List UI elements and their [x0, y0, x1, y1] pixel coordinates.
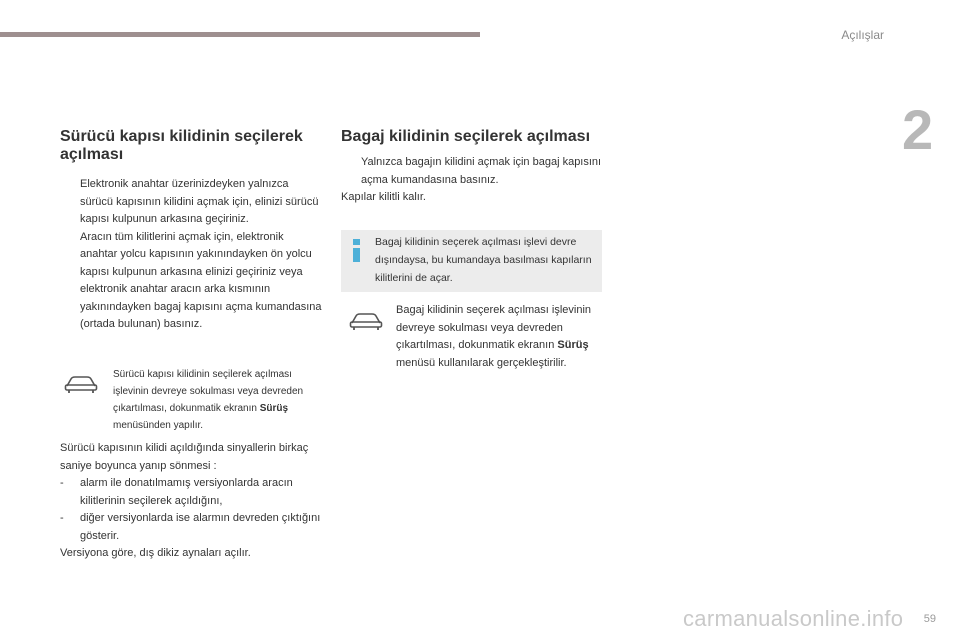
right-note	[396, 302, 602, 372]
right-note-text-end: menüsü kullanılarak gerçekleştirilir.	[396, 356, 567, 369]
info-icon	[353, 239, 361, 262]
left-note-text: Sürücü kapısı kilidinin seçilerek açılması işlevinin devreye sokulması veya devreden çıkartılması, dokunmatik ekranın	[113, 369, 304, 414]
left-title: Sürücü kapısı kilidinin seçilerek açılması	[60, 128, 303, 163]
left-bullet-1	[60, 176, 322, 229]
doors-locked-text: Kapılar kilitli kalır.	[341, 191, 426, 203]
left-note	[113, 366, 321, 434]
left-bullet-2	[60, 229, 322, 334]
dash-item-1	[60, 475, 322, 510]
right-column	[341, 128, 603, 207]
left-bullet-1-text: Elektronik anahtar üzerinizdeyken yalnızca sürücü kapısının kilidini açmak için, elinizi sürücü kapısı kulpunun arkasına geçiriniz.	[80, 178, 319, 225]
left-bullet-2-text: Aracın tüm kilitlerini açmak için, elektronik anahtar yolcu kapısının yakınındayken ön yolcu kapısı kulpunun arkasına elinizi geçiriniz veya elektronik anahtar aracın arka kısmının yakınındayken bagaj kapısını açma kumandasına (ortada bulunan) basınız.	[80, 230, 322, 330]
right-note-text: Bagaj kilidinin seçerek açılması işlevinin devreye sokulması veya devreden çıkartılması, dokunmatik ekranın	[396, 304, 592, 351]
signal-intro: Sürücü kapısının kilidi açıldığında sinyallerin birkaç saniye boyunca yanıp sönmesi :	[60, 442, 309, 472]
header-rule	[0, 32, 480, 37]
left-note-text-end: menüsünden yapılır.	[113, 420, 204, 431]
right-bullet-text: Yalnızca bagajın kilidini açmak için bagaj kapısını açma kumandasına basınız.	[361, 156, 602, 186]
info-text: Bagaj kilidinin seçerek açılması işlevi devre dışındaysa, bu kumandaya basılması kapıların kilitlerini de açar.	[375, 236, 592, 284]
mirrors-text: Versiyona göre, dış dikiz aynaları açılır.	[60, 547, 251, 559]
page-number: 59	[923, 613, 936, 625]
watermark: carmanualsonline.info	[683, 606, 904, 631]
section-label: Açılışlar	[841, 28, 884, 42]
info-box	[341, 230, 602, 292]
left-note-bold: Sürüş	[259, 403, 289, 414]
right-note-bold: Sürüş	[557, 339, 589, 351]
left-bottom	[60, 440, 322, 563]
dash-mark: -	[60, 477, 64, 489]
left-column	[60, 128, 322, 334]
car-icon	[349, 311, 383, 331]
dash-mark: -	[60, 512, 64, 524]
dash-item-2-text: diğer versiyonlarda ise alarmın devreden çıktığını gösterir.	[80, 512, 321, 542]
right-title: Bagaj kilidinin seçilerek açılması	[341, 128, 591, 145]
dash-item-1-text: alarm ile donatılmamış versiyonlarda aracın kilitlerinin seçilerek açıldığını,	[80, 477, 293, 507]
dash-item-2	[60, 510, 322, 545]
chapter-number: 2	[902, 98, 934, 161]
car-icon	[64, 374, 98, 394]
right-bullet	[341, 154, 603, 189]
